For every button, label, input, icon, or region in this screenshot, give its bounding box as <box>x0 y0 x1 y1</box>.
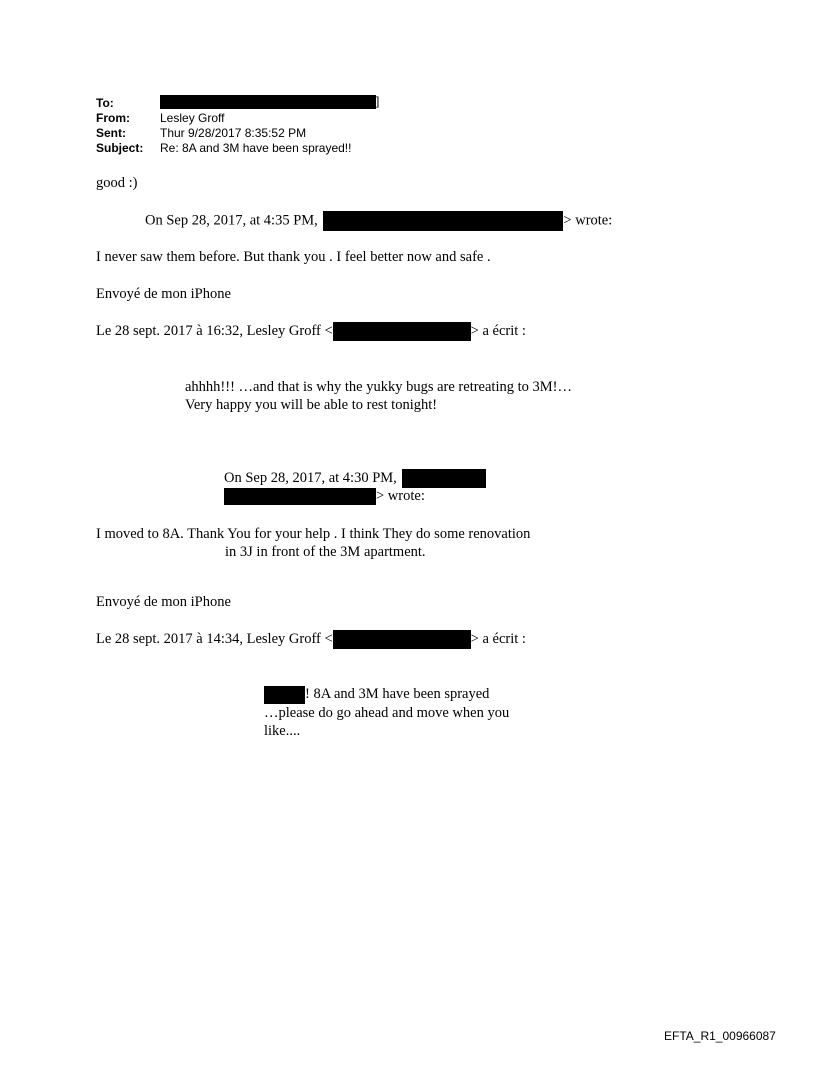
quote3-intro-line2 <box>224 487 425 505</box>
subject-label: Subject: <box>96 141 144 155</box>
reply-text: good :) <box>96 175 138 191</box>
quote1-intro <box>145 211 612 231</box>
from-value: Lesley Groff <box>160 111 225 125</box>
quote2-intro <box>96 322 526 341</box>
document-id: EFTA_R1_00966087 <box>664 1029 776 1043</box>
quote4-body-line3: like.... <box>264 723 301 739</box>
to-value-suffix: ] <box>376 94 380 109</box>
redaction-bar <box>264 686 305 704</box>
quote2-intro-end: > a écrit : <box>470 323 526 339</box>
quote3-intro-end: > wrote: <box>376 488 425 504</box>
quote2-body-line2: Very happy you will be able to rest tonight! <box>185 397 438 413</box>
quote4-intro-end: > a écrit : <box>470 631 526 647</box>
quote4-intro <box>96 630 526 649</box>
redaction-bar <box>224 488 376 505</box>
quote4-intro-start: Le 28 sept. 2017 à 14:34, Lesley Groff < <box>96 631 333 647</box>
email-header <box>96 94 496 157</box>
signature-2: Envoyé de mon iPhone <box>96 594 231 610</box>
redaction-bar <box>323 211 563 231</box>
redaction-bar <box>160 95 376 109</box>
redaction-bar <box>333 322 471 341</box>
subject-value: Re: 8A and 3M have been sprayed!! <box>160 141 352 155</box>
quote3-intro-line1 <box>224 469 486 488</box>
signature-1: Envoyé de mon iPhone <box>96 286 231 302</box>
quote3-body-line1: I moved to 8A. Thank You for your help . I think They do some renovation <box>96 526 531 542</box>
to-value <box>160 95 379 109</box>
from-label: From: <box>96 111 130 125</box>
quote3-intro-start: On Sep 28, 2017, at 4:30 PM, <box>224 470 397 486</box>
to-label: To: <box>96 96 114 110</box>
quote3-body-line2: in 3J in front of the 3M apartment. <box>225 544 426 560</box>
redaction-bar <box>402 469 486 488</box>
quote1-intro-end: > wrote: <box>563 212 613 229</box>
sent-label: Sent: <box>96 126 126 140</box>
quote4-body-line1 <box>264 685 489 704</box>
quote2-intro-start: Le 28 sept. 2017 à 16:32, Lesley Groff < <box>96 323 333 339</box>
quote1-intro-start: On Sep 28, 2017, at 4:35 PM, <box>145 212 318 229</box>
quote2-body-line1: ahhhh!!! …and that is why the yukky bugs are retreating to 3M!… <box>185 379 572 395</box>
quote4-body-text: ! 8A and 3M have been sprayed <box>305 686 490 702</box>
quote1-body: I never saw them before. But thank you . I feel better now and safe . <box>96 249 491 265</box>
sent-value: Thur 9/28/2017 8:35:52 PM <box>160 126 307 140</box>
redaction-bar <box>333 630 471 649</box>
quote4-body-line2: …please do go ahead and move when you <box>264 705 510 721</box>
